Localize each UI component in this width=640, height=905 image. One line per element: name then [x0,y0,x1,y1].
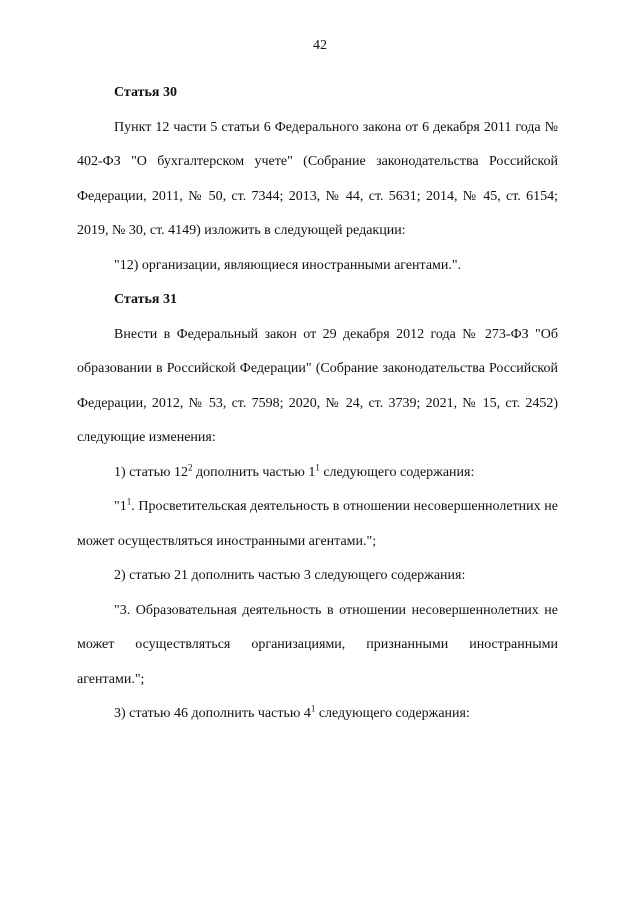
quote-1-text-b: . Просветительская деятельность в отношении несовершеннолетних не может осуществляться иностранными агентами."; [77,499,558,549]
item-1-text-c: следующего содержания: [319,464,475,480]
item-1-superscript-b: 1 [315,461,320,472]
article-31-quote-2: "3. Образовательная деятельность в отношении несовершеннолетних не может осуществляться организациями, признанными иностранными агентами."; [77,602,558,687]
quote-1-text-a: "1 [114,499,127,514]
article-31-item-3 [77,697,558,732]
article-31-heading: Статья 31 [114,292,177,307]
item-1-text-a: 1) статью 12 [114,464,188,480]
article-31-quote-1 [77,490,558,559]
page-number: 42 [313,38,327,53]
article-31-item-1 [77,456,558,491]
item-3-superscript: 1 [310,703,316,714]
article-30-amendment-text: "12) организации, являющиеся иностранными агентами.". [114,257,462,273]
quote-1-superscript: 1 [126,496,132,507]
item-3-text-b: следующего содержания: [315,706,470,721]
article-30-paragraph: Пункт 12 части 5 статьи 6 Федерального закона от 6 декабря 2011 года № 402-ФЗ "О бухгалтерском учете" (Собрание законодательства Российской Федерации, 2011, № 50, ст. 7344; 2013, № 44, ст. 5631; 2014, № 45, ст. 6154; 2019, № 30, ст. 4149) изложить в следующей редакции: [77,119,558,238]
article-31-item-2: 2) статью 21 дополнить частью 3 следующего содержания: [114,568,466,583]
article-31-intro-paragraph: Внести в Федеральный закон от 29 декабря 2012 года № 273-ФЗ "Об образовании в Российской Федерации" (Собрание законодательства Российской Федерации, 2012, № 53, ст. 7598; 2020, № 24, ст. 3739; 2021, № 15, ст. 2452) следующие изменения: [77,326,558,445]
article-30-heading: Статья 30 [114,85,177,100]
document-body [77,76,558,732]
item-1-text-b: дополнить частью 1 [192,464,316,480]
item-3-text-a: 3) статью 46 дополнить частью 4 [114,706,311,721]
item-1-superscript-a: 2 [187,461,193,472]
